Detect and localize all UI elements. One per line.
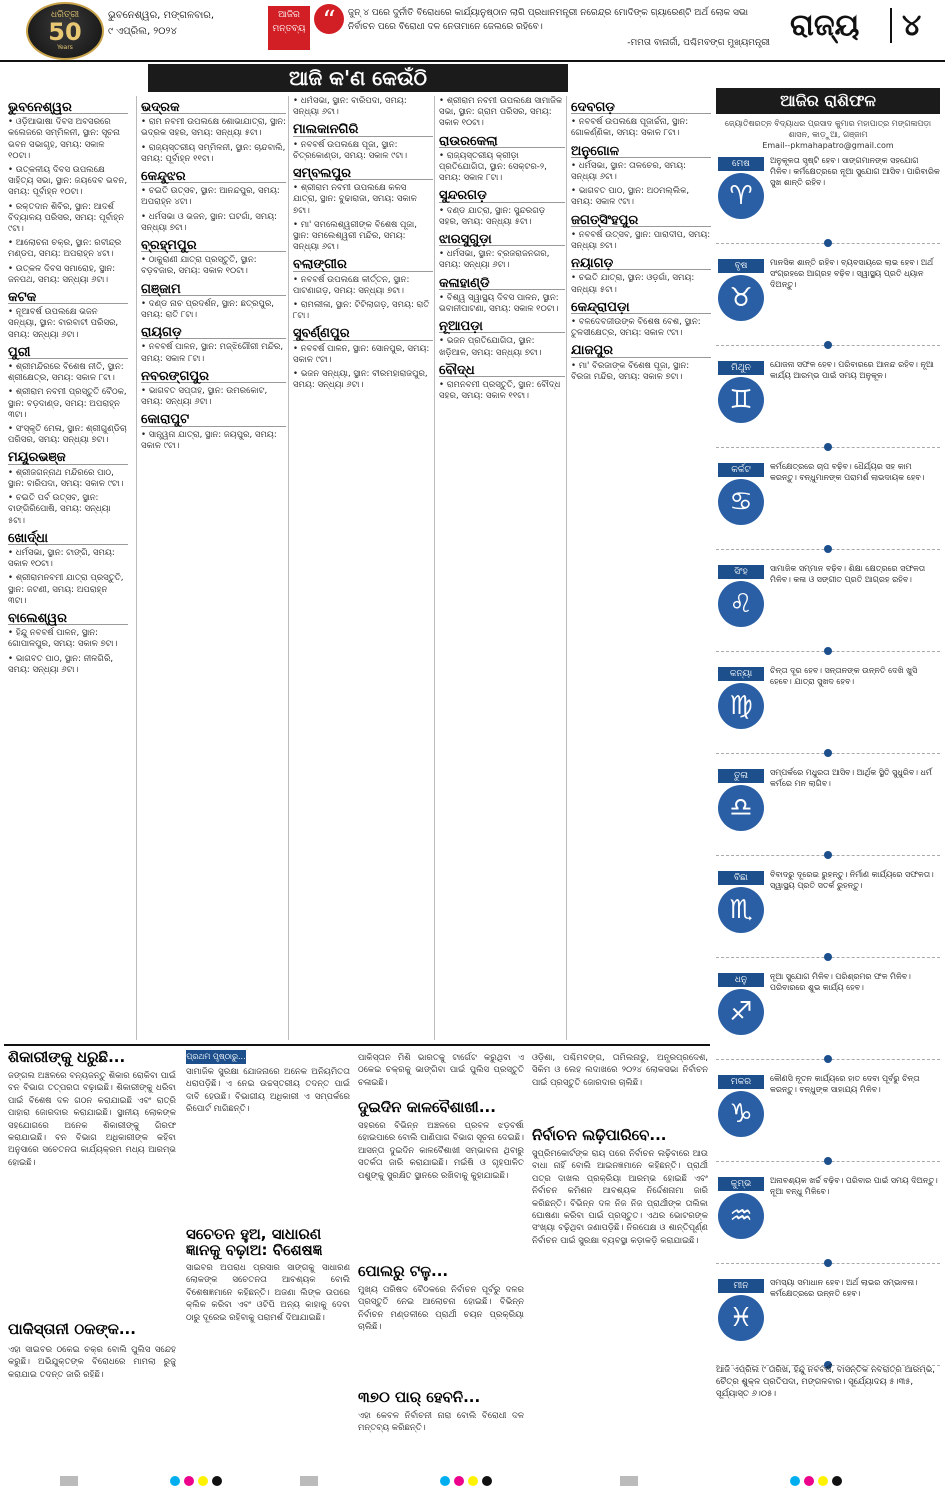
event-item: • ଧର୍ମସଭା ଓ ଭଜନ, ସ୍ଥାନ: ଘଟଗାଁ, ସମୟ: ସନ୍ଧ୍ୟା ୭ଟା। bbox=[141, 212, 286, 234]
event-item: • ଶ୍ରୀରାମ ନବମୀ ପ୍ରସ୍ତୁତି ବୈଠକ, ସ୍ଥାନ: ବଡ଼ଦାଣ୍ଡ, ସମୟ: ଅପରାହ୍ନ ୩ଟା। bbox=[8, 387, 128, 421]
zodiac-prediction: ସାମାଜିକ ସମ୍ମାନ ବଢ଼ିବ। ଶିକ୍ଷା କ୍ଷେତ୍ରରେ ସଫଳତା ମିଳିବ। କଳା ଓ ସଙ୍ଗୀତ ପ୍ରତି ଆଗ୍ରହ ରହିବ। bbox=[770, 564, 926, 584]
event-item: • ଶ୍ରୀମନ୍ଦିରରେ ବିଶେଷ ନୀତି, ସ୍ଥାନ: ଶ୍ରୀକ୍ଷେତ୍ର, ସମୟ: ସକାଳ ୮ଟା। bbox=[8, 362, 128, 384]
event-item: • ରାମନବମୀ ପ୍ରସ୍ତୁତି, ସ୍ଥାନ: ବୌଦ୍ଧ ସହର, ସମୟ: ସକାଳ ୧୧ଟା। bbox=[439, 380, 565, 402]
story-body: ସହରରେ ବିଭିନ୍ନ ଅଞ୍ଚଳରେ ପ୍ରବଳ ଝଡ଼ବର୍ଷା ହୋଇପାରେ ବୋଲି ପାଣିପାଗ ବିଭାଗ ସୂଚନା ଦେଇଛି। ଆସନ୍ତା ଦୁଇଦିନ କାଳବୈଶାଖୀ ସମ୍ଭାବନା ଥିବାରୁ ସତର୍କତା ଜାରି କରାଯାଇଛି। ମଇଁଷି ଓ ଗୃହପାଳିତ ପଶୁଙ୍କୁ ସୁରକ୍ଷିତ ସ୍ଥାନରେ ରଖିବାକୁ କୁହାଯାଇଛି। bbox=[358, 1121, 524, 1181]
logo-number: 50 bbox=[48, 18, 82, 46]
event-item: • ଓଡ଼ିଆଭାଷା ଦିବସ ଅବସରରେ କଲେଜରେ ସମ୍ମିଳନୀ, ସ୍ଥାନ: ସୂଚନା ଭବନ ସଭାଗୃହ, ସମୟ: ସକାଳ ୧୦ଟା। bbox=[8, 117, 128, 162]
event-item: • ଚଇତି ପର୍ବ ଉତ୍ସବ, ସ୍ଥାନ: ବାଙ୍ଗିରିପୋଷି, ସମୟ: ସନ୍ଧ୍ୟା ୫ଟା। bbox=[8, 493, 128, 527]
events-column-5 bbox=[566, 96, 711, 1040]
event-item: • ଠାକୁରାଣୀ ଯାତ୍ରା ପ୍ରସ୍ତୁତି, ସ୍ଥାନ: ବଡ଼ବଜାର, ସମୟ: ସକାଳ ୧୦ଟା। bbox=[141, 255, 286, 277]
zodiac-icon: ♍ bbox=[718, 683, 764, 729]
horoscope-byline bbox=[716, 118, 940, 151]
event-item: • ଦଣ୍ଡ ନାଚ ପ୍ରଦର୍ଶନ, ସ୍ଥାନ: ଛତ୍ରପୁର, ସମୟ: ରାତି ୮ଟା। bbox=[141, 299, 286, 321]
logo-sub: Years bbox=[57, 44, 73, 51]
event-item: • ନବବର୍ଷ ପାଳନ, ସ୍ଥାନ: ମଜ୍ଝିଗୌରୀ ମନ୍ଦିର, ସମୟ: ସକାଳ ୮ଟା। bbox=[141, 342, 286, 364]
astrologer-email: Email--pkmahapatro@gmail.com bbox=[762, 141, 894, 150]
district-heading: ରାୟଗଡ଼ bbox=[141, 327, 286, 339]
event-item: • ନବବର୍ଷ ଉପଲକ୍ଷେ ପୂଜା, ସ୍ଥାନ: ଚିତ୍ରକୋଣ୍ଡା, ସମୟ: ସକାଳ ୯ଟା। bbox=[293, 140, 433, 162]
story-body: ମୁଖ୍ୟ ପରିଷଦ ବୈଠକରେ ନିର୍ବାଚନ ପୂର୍ବରୁ ଦଳର ପ୍ରସ୍ତୁତି ନେଇ ଆଲୋଚନା ହୋଇଛି। ବିଭିନ୍ନ ନିର୍ବାଚନ ମଣ୍ଡଳୀରେ ପ୍ରାର୍ଥୀ ଚୟନ ପ୍ରକ୍ରିୟା ଚାଲିଛି। bbox=[358, 1285, 524, 1333]
zodiac-icon: ♌ bbox=[718, 581, 764, 627]
zodiac-entry bbox=[716, 665, 940, 763]
events-column-2 bbox=[136, 96, 286, 1040]
district-heading: କେନ୍ଦ୍ରାପଡ଼ା bbox=[571, 302, 711, 314]
zodiac-icon: ♑ bbox=[718, 1091, 764, 1137]
print-mark bbox=[468, 1476, 478, 1486]
event-item: • ବଳଦେବଜୀଉଙ୍କ ବିଶେଷ ବେଶ, ସ୍ଥାନ: ତୁଳସୀକ୍ଷେତ୍ର, ସମୟ: ସକାଳ ୯ଟା। bbox=[571, 317, 711, 339]
event-item: • ଉତ୍କଳ ଦିବସ ସମାରୋହ, ସ୍ଥାନ: ଜନପଥ, ସମୟ: ସନ୍ଧ୍ୟା ୬ଟା। bbox=[8, 264, 128, 286]
zodiac-icon: ♈ bbox=[718, 173, 764, 219]
district-heading: ନୟାଗଡ଼ bbox=[571, 258, 711, 270]
zodiac-icon: ♏ bbox=[718, 887, 764, 933]
event-item: • ଆଲୋଚନା ଚକ୍ର, ସ୍ଥାନ: ରବୀନ୍ଦ୍ର ମଣ୍ଡପ, ସମୟ: ଅପରାହ୍ନ ୪ଟା। bbox=[8, 238, 128, 260]
zodiac-entry bbox=[716, 1277, 940, 1375]
print-mark bbox=[818, 1476, 828, 1486]
zodiac-label: କନ୍ୟା bbox=[718, 667, 764, 681]
zodiac-label: କୁମ୍ଭ bbox=[718, 1177, 764, 1191]
print-mark bbox=[440, 1476, 450, 1486]
district-heading: ବ୍ରହ୍ମପୁର bbox=[141, 240, 286, 252]
divider-dot bbox=[824, 1055, 832, 1063]
zodiac-label: ବୃଷ bbox=[718, 259, 764, 273]
events-column-3 bbox=[288, 96, 433, 1040]
logo-word: ଧରିତ୍ରୀ bbox=[50, 10, 80, 20]
story-body: ଓଡ଼ିଶା, ପଶ୍ଚିମବଙ୍ଗ, ତାମିଲନାଡୁ, ଅନ୍ଧ୍ରପ୍ରଦେଶ, ସିକିମ ଓ ଲେହ ଲଦାଖରେ ୨୦୨୪ ଲୋକସଭା ନିର୍ବାଚନ ପାଇଁ ପ୍ରସ୍ତୁତି ଜୋରଦାର ଚାଲିଛି। bbox=[532, 1053, 708, 1088]
zodiac-prediction: ସମ୍ପର୍କରେ ମଧୁରତା ଆସିବ। ଆର୍ଥିକ ସ୍ଥିତି ସୁଧୁରିବ। ଧର୍ମ କର୍ମରେ ମନ ଲାଗିବ। bbox=[770, 768, 932, 788]
event-item: • ଦଣ୍ଡ ଯାତ୍ରା, ସ୍ଥାନ: ସୁନ୍ଦରଗଡ଼ ସହର, ସମୟ: ସନ୍ଧ୍ୟା ୫ଟା। bbox=[439, 206, 565, 228]
event-item: • ଧର୍ମସଭା, ସ୍ଥାନ: ତାଳଚେର, ସମୟ: ସନ୍ଧ୍ୟା ୬ଟା। bbox=[571, 161, 711, 183]
story-headline: ନିର୍ବାଚନ ଲଢ଼ିପାରିବେ... bbox=[532, 1126, 667, 1144]
story-headline: ପାକିସ୍ତାନୀ ଠକଙ୍କ... bbox=[8, 1320, 136, 1338]
astrologer-name: ଜ୍ୟୋତିଷରତ୍ନ ବିଦ୍ୟାଧର ପ୍ରସାଦ କୁମାର ମହାପାତ୍ର ମଙ୍ଗଳାପଡ଼ା ଶାସନ, କାଡ଼ୁଆ, ଗଞ୍ଜାମ bbox=[724, 119, 932, 139]
event-item: • ନୂଆବର୍ଷ ଉପଲକ୍ଷେ ଭଜନ ସନ୍ଧ୍ୟା, ସ୍ଥାନ: ବାରବାଟୀ ପରିସର, ସମୟ: ସନ୍ଧ୍ୟା ୬ଟା। bbox=[8, 307, 128, 341]
event-item: • ଭାଗବତ ପାଠ, ସ୍ଥାନ: ଅଠମଲ୍ଲିକ, ସମୟ: ସକାଳ ୯ଟା। bbox=[571, 186, 711, 208]
print-mark bbox=[454, 1476, 464, 1486]
quote-author: -ମମତା ବାନାର୍ଜୀ, ପଶ୍ଚିମବଙ୍ଗ ମୁଖ୍ୟମନ୍ତ୍ରୀ bbox=[627, 38, 770, 48]
zodiac-prediction: ମାନସିକ ଶାନ୍ତି ରହିବ। ବ୍ୟବସାୟରେ ଲାଭ ହେବ। ଅର୍ଥ ସଂଗ୍ରହରେ ଆଗ୍ରହ ବଢ଼ିବ। ସ୍ୱାସ୍ଥ୍ୟ ପ୍ରତି ଧ୍ୟାନ ଦିଅନ୍ତୁ। bbox=[770, 258, 934, 289]
story-body: ସାଇବର ଅପରାଧ ପ୍ରସାର ସାଙ୍ଗକୁ ସାଧାରଣ ଲୋକଙ୍କ ସଚେତନତା ଆବଶ୍ୟକ ବୋଲି ବିଶେଷଜ୍ଞମାନେ କହିଛନ୍ତି। ଅଜଣା ଲିଙ୍କ ଉପରେ କ୍ଲିକ କରିବା ଏବଂ ଓଟିପି ଅନ୍ୟ କାହାକୁ ଦେବା ଠାରୁ ଦୂରେଇ ରହିବାକୁ ପରାମର୍ଶ ଦିଆଯାଇଛି। bbox=[186, 1263, 350, 1323]
zodiac-entry bbox=[716, 1175, 940, 1273]
divider-dot bbox=[824, 443, 832, 451]
zodiac-icon: ♓ bbox=[718, 1295, 764, 1341]
divider-dot bbox=[824, 239, 832, 247]
event-item: • ମା' ବିରଜାଙ୍କ ବିଶେଷ ପୂଜା, ସ୍ଥାନ: ବିରଜା ମନ୍ଦିର, ସମୟ: ସକାଳ ୭ଟା। bbox=[571, 361, 711, 383]
district-heading: ବୌଦ୍ଧ bbox=[439, 365, 565, 377]
zodiac-entry bbox=[716, 257, 940, 355]
divider-dot bbox=[824, 1259, 832, 1267]
divider-dot bbox=[824, 1157, 832, 1165]
zodiac-label: ମିଥୁନ bbox=[718, 361, 764, 375]
zodiac-label: ମକର bbox=[718, 1075, 764, 1089]
print-mark bbox=[790, 1476, 800, 1486]
event-item: • ଚଇତି ଯାତ୍ରା, ସ୍ଥାନ: ଓଡ଼ଗାଁ, ସମୟ: ସନ୍ଧ୍ୟା ୫ଟା। bbox=[571, 273, 711, 295]
zodiac-entry bbox=[716, 461, 940, 559]
events-column-4 bbox=[434, 96, 565, 1040]
zodiac-entry bbox=[716, 1073, 940, 1171]
zodiac-prediction: କର୍ମକ୍ଷେତ୍ରରେ ଚାପ ବଢ଼ିବ। ଧୈର୍ଯ୍ୟର ସହ କାମ କରନ୍ତୁ। ବନ୍ଧୁମାନଙ୍କ ପରାମର୍ଶ ଲାଭଦାୟକ ହେବ। bbox=[770, 462, 925, 482]
zodiac-entry bbox=[716, 767, 940, 865]
event-item: • ଧର୍ମସଭା, ସ୍ଥାନ: ବ୍ରଜରାଜନଗର, ସମୟ: ସନ୍ଧ୍ୟା ୬ଟା। bbox=[439, 249, 565, 271]
zodiac-icon: ♉ bbox=[718, 275, 764, 321]
event-item: • ରାଜ୍ୟସ୍ତରୀୟ କ୍ରୀଡ଼ା ପ୍ରତିଯୋଗିତା, ସ୍ଥାନ: ସେକ୍ଟର-୨, ସମୟ: ସକାଳ ୮ଟା। bbox=[439, 151, 565, 185]
section-divider bbox=[4, 1044, 710, 1046]
district-heading: ସୁନ୍ଦରଗଡ଼ bbox=[439, 190, 565, 202]
district-heading: କଳାହାଣ୍ଡି bbox=[439, 278, 565, 290]
quote-text: ଜୁନ୍ ୪ ପରେ ଦୁର୍ନୀତି ବିରୋଧରେ କାର୍ଯ୍ୟାନୁଷ୍ଠାନ ଲାଗି ପ୍ରଧାନମନ୍ତ୍ରୀ ନରେନ୍ଦ୍ର ମୋଦିଙ୍କ ଗ୍ୟାରେଣ୍ଟି ଅର୍ଥ ଲୋକ ସଭା ନିର୍ବାଚନ ପରେ ବିରୋଧୀ ଦଳ ନେତାମାନେ ଜେଲରେ ରହିବେ। bbox=[348, 8, 748, 32]
event-item: • ବିଶ୍ୱ ସ୍ୱାସ୍ଥ୍ୟ ଦିବସ ପାଳନ, ସ୍ଥାନ: ଭବାନୀପାଟଣା, ସମୟ: ସକାଳ ୧୦ଟା। bbox=[439, 293, 565, 315]
district-heading: କଟକ bbox=[8, 292, 128, 304]
zodiac-prediction: ଯୋଜନା ସଫଳ ହେବ। ପରିବାରରେ ଆନନ୍ଦ ରହିବ। ନୂଆ କାର୍ଯ୍ୟ ଆରମ୍ଭ ପାଇଁ ସମୟ ଅନୁକୂଳ। bbox=[770, 360, 934, 380]
district-heading: ସମ୍ବଲପୁର bbox=[293, 168, 433, 180]
page-number: ୪ bbox=[890, 8, 945, 43]
story-body: ଏହା କେବଳ ନିର୍ବାଚନୀ ନାରା ବୋଲି ବିରୋଧୀ ଦଳ ମନ୍ତବ୍ୟ କରିଛନ୍ତି। bbox=[358, 1411, 524, 1434]
district-heading: ଅନୁଗୋଳ bbox=[571, 146, 711, 158]
event-item: • ସଂସ୍କୃତି ମେଳା, ସ୍ଥାନ: ଶ୍ରୀଗୁଣ୍ଡିଚା ପରିସର, ସମୟ: ସନ୍ଧ୍ୟା ୭ଟା। bbox=[8, 424, 128, 446]
print-mark bbox=[170, 1476, 180, 1486]
story-headline: ଶିକାରୀଙ୍କୁ ଧରୁଛି... bbox=[8, 1048, 126, 1066]
district-heading: ସୁବର୍ଣ୍ଣପୁର bbox=[293, 328, 433, 340]
event-item: • ଭାଗବତ ସପ୍ତାହ, ସ୍ଥାନ: ଉମରକୋଟ, ସମୟ: ସନ୍ଧ୍ୟା ୬ଟା। bbox=[141, 386, 286, 408]
event-item: • ଧର୍ମସଭା, ସ୍ଥାନ: ଟାଙ୍ଗି, ସମୟ: ସକାଳ ୧୦ଟା। bbox=[8, 548, 128, 570]
zodiac-icon: ♒ bbox=[718, 1193, 764, 1239]
district-heading: ରାଉରକେଲା bbox=[439, 136, 565, 148]
dateline-place: ଭୁବନେଶ୍ୱର, ମଙ୍ଗଳବାର, bbox=[108, 10, 215, 21]
district-heading: ଗଞ୍ଜାମ bbox=[141, 284, 286, 296]
event-item: • ରାଜ୍ୟସ୍ତରୀୟ ସମ୍ମିଳନୀ, ସ୍ଥାନ: ଚାନ୍ଦବାଲି, ସମୟ: ପୂର୍ବାହ୍ନ ୧୧ଟା। bbox=[141, 143, 286, 165]
zodiac-prediction: ଅନୁକୂଳତା ସୃଷ୍ଟି ହେବ। ସାଙ୍ଗମାନଙ୍କ ସହଯୋଗ ମିଳିବ। କର୍ମକ୍ଷେତ୍ରରେ ନୂଆ ସୁଯୋଗ ଆସିବ। ପାରିବାରିକ ସୁଖ ଶାନ୍ତି ରହିବ। bbox=[770, 156, 940, 187]
print-mark bbox=[198, 1476, 208, 1486]
quote-mark-icon: “ bbox=[314, 4, 344, 34]
story-body: ସାମାଜିକ ସୁରକ୍ଷା ଯୋଜନାରେ ଅନେକ ଅନିୟମିତତା ଧରାପଡ଼ିଛି। ଏ ନେଇ ଉଚ୍ଚସ୍ତରୀୟ ତଦନ୍ତ ପାଇଁ ଦାବି ହେଉଛି। ବିଭାଗୀୟ ଅଧିକାରୀ ଏ ସମ୍ପର୍କରେ ରିପୋର୍ଟ ମାଗିଛନ୍ତି। bbox=[186, 1067, 350, 1115]
zodiac-entry bbox=[716, 869, 940, 967]
district-heading: କେନ୍ଦୁଝର bbox=[141, 171, 286, 183]
event-item: • ମା' ସମଲେଶ୍ୱରୀଙ୍କ ବିଶେଷ ପୂଜା, ସ୍ଥାନ: ସମଲେଶ୍ୱରୀ ମନ୍ଦିର, ସମୟ: ସନ୍ଧ୍ୟା ୬ଟା। bbox=[293, 220, 433, 254]
print-mark bbox=[804, 1476, 814, 1486]
zodiac-prediction: କୌଣସି ନୂତନ କାର୍ଯ୍ୟରେ ହାତ ଦେବା ପୂର୍ବରୁ ଚିନ୍ତା କରନ୍ତୁ। ବନ୍ଧୁଙ୍କ ସାହାଯ୍ୟ ମିଳିବ। bbox=[770, 1074, 920, 1094]
divider-dot bbox=[824, 953, 832, 961]
print-mark bbox=[300, 1476, 318, 1486]
zodiac-label: ମୀନ bbox=[718, 1279, 764, 1293]
zodiac-prediction: ଚିନ୍ତା ଦୂର ହେବ। ସନ୍ତାନଙ୍କ ଉନ୍ନତି ଦେଖି ଖୁସି ହେବେ। ଯାତ୍ରା ସୁଖଦ ହେବ। bbox=[770, 666, 918, 686]
horoscope-panel bbox=[716, 88, 940, 1458]
zodiac-label: କର୍କଟ bbox=[718, 463, 764, 477]
print-mark bbox=[482, 1476, 492, 1486]
events-column-1 bbox=[8, 96, 128, 1040]
district-heading: ଦେବଗଡ଼ bbox=[571, 102, 711, 114]
zodiac-prediction: ଅନାବଶ୍ୟକ ଖର୍ଚ୍ଚ ବଢ଼ିବ। ପରିବାର ପାଇଁ ସମୟ ଦିଅନ୍ତୁ। ନୂଆ ବନ୍ଧୁ ମିଳିବେ। bbox=[770, 1176, 938, 1196]
zodiac-label: ମେଷ bbox=[718, 157, 764, 171]
continued-tag: ପ୍ରଥମ ପୃଷ୍ଠାରୁ... bbox=[186, 1050, 246, 1064]
divider-dot bbox=[824, 341, 832, 349]
event-item: • ଶ୍ରୀଜଗନ୍ନାଥ ମନ୍ଦିରରେ ପାଠ, ସ୍ଥାନ: ବାରିପଦା, ସମୟ: ସକାଳ ୯ଟା। bbox=[8, 468, 128, 490]
event-item: • ଭାଗବତ ପାଠ, ସ୍ଥାନ: ନୀଳଗିରି, ସମୟ: ସନ୍ଧ୍ୟା ୬ଟା। bbox=[8, 654, 128, 676]
divider-dot bbox=[824, 749, 832, 757]
event-item: • ନବବର୍ଷ ଉତ୍ସବ, ସ୍ଥାନ: ପାରାଦୀପ, ସମୟ: ସନ୍ଧ୍ୟା ୭ଟା। bbox=[571, 230, 711, 252]
event-item: • ଧର୍ମସଭା, ସ୍ଥାନ: ବାରିପଦା, ସମୟ: ସନ୍ଧ୍ୟା ୬ଟା। bbox=[293, 96, 433, 118]
divider-dot bbox=[824, 647, 832, 655]
zodiac-icon: ♋ bbox=[718, 479, 764, 525]
event-item: • ରକ୍ତଦାନ ଶିବିର, ସ୍ଥାନ: ଆଦର୍ଶ ବିଦ୍ୟାଳୟ ପରିସର, ସମୟ: ପୂର୍ବାହ୍ନ ୯ଟା। bbox=[8, 202, 128, 236]
zodiac-icon: ♎ bbox=[718, 785, 764, 831]
print-mark bbox=[212, 1476, 222, 1486]
district-heading: ଯାଜପୁର bbox=[571, 345, 711, 357]
zodiac-icon: ♐ bbox=[718, 989, 764, 1035]
story-headline: ପୋଲରୁ ଟଳୁ... bbox=[358, 1262, 449, 1280]
event-item: • ଭଜନ ପ୍ରତିଯୋଗିତା, ସ୍ଥାନ: ଖଡ଼ିଆଳ, ସମୟ: ସନ୍ଧ୍ୟା ୭ଟା। bbox=[439, 336, 565, 358]
dateline bbox=[108, 8, 258, 40]
district-heading: ନବରଙ୍ଗପୁର bbox=[141, 371, 286, 383]
story-headline: ୩୭୦ ପାର୍ ହେବନି... bbox=[358, 1388, 481, 1406]
zodiac-list bbox=[716, 155, 940, 1375]
event-item: • ନବବର୍ଷ ଉପଲକ୍ଷେ କୀର୍ତ୍ତନ, ସ୍ଥାନ: ପାଟଣାଗଡ଼, ସମୟ: ସନ୍ଧ୍ୟା ୭ଟା। bbox=[293, 275, 433, 297]
district-heading: ଭଦ୍ରକ bbox=[141, 102, 286, 114]
zodiac-entry bbox=[716, 359, 940, 457]
district-heading: ବାଲେଶ୍ୱର bbox=[8, 613, 128, 625]
district-heading: ଝାରସୁଗୁଡ଼ା bbox=[439, 234, 565, 246]
story-body: ଜଙ୍ଗଲ ଅଞ୍ଚଳରେ ବନ୍ୟଜନ୍ତୁ ଶିକାର ରୋକିବା ପାଇଁ ବନ ବିଭାଗ ତତ୍ପରତା ବଢ଼ାଇଛି। ଶିକାରୀଙ୍କୁ ଧରିବା ପାଇଁ ବିଶେଷ ଦଳ ଗଠନ କରାଯାଇଛି ଏବଂ ରାତ୍ରି ପାହାରା ଜୋରଦାର କରାଯାଇଛି। ସ୍ଥାନୀୟ ଲୋକଙ୍କ ସହଯୋଗରେ ଅନେକ ଶିକାରୀଙ୍କୁ ଗିରଫ କରାଯାଇଛି। ବନ ବିଭାଗ ଅଧିକାରୀଙ୍କ କହିବା ଅନୁସାରେ ସଚେତନତା କାର୍ଯ୍ୟକ୍ରମ ମଧ୍ୟ ଆରମ୍ଭ ହୋଇଛି। bbox=[8, 1071, 176, 1168]
event-item: • ରାମଲୀଳା, ସ୍ଥାନ: ଟିଟିଲାଗଡ଼, ସମୟ: ରାତି ୮ଟା। bbox=[293, 300, 433, 322]
district-heading: ଜଗତ୍‌ସିଂହପୁର bbox=[571, 215, 711, 227]
zodiac-icon: ♊ bbox=[718, 377, 764, 423]
dateline-date: ୯ ଏପ୍ରିଲ, ୨୦୨୪ bbox=[108, 26, 177, 37]
zodiac-prediction: ବିବାଦରୁ ଦୂରେଇ ରୁହନ୍ତୁ। ନିର୍ମାଣ କାର୍ଯ୍ୟରେ ସଫଳତା। ସ୍ୱାସ୍ଥ୍ୟ ପ୍ରତି ସତର୍କ ରୁହନ୍ତୁ। bbox=[770, 870, 934, 890]
event-item: • ଶ୍ରୀରାମ ନବମୀ ଉପଲକ୍ଷେ ସାମାଜିକ ସଭା, ସ୍ଥାନ: ଗ୍ରାମ ପରିସର, ସମୟ: ସକାଳ ୧୦ଟା। bbox=[439, 96, 565, 130]
horoscope-title: ଆଜିର ରାଶିଫଳ bbox=[716, 88, 940, 114]
zodiac-prediction: ସମସ୍ୟା ସମାଧାନ ହେବ। ଅର୍ଥ ଲାଭର ସମ୍ଭାବନା। କର୍ମକ୍ଷେତ୍ରରେ ଉନ୍ନତି ହେବ। bbox=[770, 1278, 918, 1298]
zodiac-entry bbox=[716, 971, 940, 1069]
event-item: • ନବବର୍ଷ ପାଳନ, ସ୍ଥାନ: ସୋନପୁର, ସମୟ: ସକାଳ ୯ଟା। bbox=[293, 344, 433, 366]
story-headline: ସଚେତନ ହୁଅ, ସାଧାରଣ ଜ୍ଞାନକୁ ବଢ଼ାଅ: ବିଶେଷଜ୍ଞ bbox=[186, 1225, 323, 1259]
divider-dot bbox=[824, 545, 832, 553]
divider-dot bbox=[824, 851, 832, 859]
event-item: • ସାନ୍ତ୍ୱନା ଯାତ୍ରା, ସ୍ଥାନ: ଜୟପୁର, ସମୟ: ସକାଳ ୯ଟା। bbox=[141, 430, 286, 452]
district-heading: ନୂଆପଡ଼ା bbox=[439, 321, 565, 333]
section-title: ରାଜ୍ୟ bbox=[790, 8, 860, 43]
quote-tag: ଆଜିର ମନ୍ତବ୍ୟ bbox=[268, 6, 310, 50]
event-item: • ରାମ ନବମୀ ଉପଲକ୍ଷେ ଶୋଭାଯାତ୍ରା, ସ୍ଥାନ: ଭଦ୍ରକ ସହର, ସମୟ: ସନ୍ଧ୍ୟା ୫ଟା। bbox=[141, 117, 286, 139]
story-body: ସୁପ୍ରିମକୋର୍ଟଙ୍କ ରାୟ ପରେ ନିର୍ବାଚନ ଲଢ଼ିବାରେ ଆଉ ବାଧା ନାହିଁ ବୋଲି ଆଇନଜ୍ଞମାନେ କହିଛନ୍ତି। ପ୍ରାର୍ଥୀ ପତ୍ର ଦାଖଲ ପ୍ରକ୍ରିୟା ଆରମ୍ଭ ହୋଇଛି ଏବଂ ନିର୍ବାଚନ କମିଶନ ଆବଶ୍ୟକ ନିର୍ଦ୍ଦେଶନାମା ଜାରି କରିଛନ୍ତି। ବିଭିନ୍ନ ଦଳ ନିଜ ନିଜ ପ୍ରାର୍ଥୀଙ୍କ ତାଲିକା ଘୋଷଣା କରିବା ପାଇଁ ପ୍ରସ୍ତୁତ। ଏଥର ଭୋଟରଙ୍କ ସଂଖ୍ୟା ବଢ଼ିଥିବା ଜଣାପଡ଼ିଛି। ନିରପେକ୍ଷ ଓ ଶାନ୍ତିପୂର୍ଣ୍ଣ ନିର୍ବାଚନ ପାଇଁ ସୁରକ୍ଷା ବ୍ୟବସ୍ଥା କଡ଼ାକଡ଼ି କରାଯାଇଛି। bbox=[532, 1149, 708, 1246]
district-heading: ମାଲକାନଗିରି bbox=[293, 124, 433, 136]
newspaper-logo bbox=[26, 2, 104, 60]
event-item: • ଶ୍ରୀରାମନବମୀ ଯାତ୍ରା ପ୍ରସ୍ତୁତି, ସ୍ଥାନ: ଜଟଣୀ, ସମୟ: ଅପରାହ୍ନ ୩ଟା। bbox=[8, 573, 128, 607]
print-mark bbox=[620, 1476, 638, 1486]
story-body: ପାକିସ୍ତାନ ମିଶି ଭାରତକୁ ଟାର୍ଗେଟ କରୁଥିବା ଏ ଠକେଇ ଚକ୍ରକୁ ଭାଙ୍ଗିବା ପାଇଁ ପୁଲିସ ପ୍ରସ୍ତୁତି ଚଳାଇଛି। bbox=[358, 1053, 524, 1088]
zodiac-entry bbox=[716, 563, 940, 661]
print-mark bbox=[184, 1476, 194, 1486]
district-heading: ବଲାଙ୍ଗୀର bbox=[293, 259, 433, 271]
print-mark bbox=[60, 1476, 78, 1486]
event-item: • ଉତ୍କଳୀୟ ଦିବସ ଉପଲକ୍ଷେ ସାହିତ୍ୟ ସଭା, ସ୍ଥାନ: ଜୟଦେବ ଭବନ, ସମୟ: ପୂର୍ବାହ୍ନ ୧୦ଟା। bbox=[8, 165, 128, 199]
district-heading: ଭୁବନେଶ୍ୱର bbox=[8, 102, 128, 114]
event-item: • ନବବର୍ଷ ଉପଲକ୍ଷେ ପୂଜାର୍ଚ୍ଚନା, ସ୍ଥାନ: ଗୋକର୍ଣ୍ଣିକା, ସମୟ: ସକାଳ ୮ଟା। bbox=[571, 117, 711, 139]
zodiac-label: ସିଂହ bbox=[718, 565, 764, 579]
district-heading: ଖୋର୍ଦ୍ଧା bbox=[8, 533, 128, 545]
panjika-text: ଆଜି ଏପ୍ରିଲ ୯ ତାରିଖ, ହିନ୍ଦୁ ନବବର୍ଷ, ବାସନ୍ତିକ ନବରାତ୍ର ଆରମ୍ଭ, ଚୈତ୍ର ଶୁକ୍ଳ ପ୍ରତିପଦା, ମଙ୍ଗଳବାର। ସୂର୍ଯ୍ୟୋଦୟ ୫।୩୫, ସୂର୍ଯ୍ୟାସ୍ତ ୬।୦୫। bbox=[716, 1365, 935, 1399]
events-banner: ଆଜି କ'ଣ କେଉଁଠି bbox=[148, 64, 568, 92]
event-item: • ଶ୍ରୀରାମ ନବମୀ ଉପଲକ୍ଷେ କଳସ ଯାତ୍ରା, ସ୍ଥାନ: ବୁଢାରାଜା, ସମୟ: ସକାଳ ୭ଟା। bbox=[293, 183, 433, 217]
zodiac-entry bbox=[716, 155, 940, 253]
zodiac-prediction: ନୂଆ ସୁଯୋଗ ମିଳିବ। ପରିଶ୍ରମର ଫଳ ମିଳିବ। ପରିବାରରେ ଶୁଭ କାର୍ଯ୍ୟ ହେବ। bbox=[770, 972, 911, 992]
district-heading: କୋରାପୁଟ bbox=[141, 414, 286, 426]
story-body: ଏହା ସାଇବର ଠକେଇ ଚକ୍ର ବୋଲି ପୁଲିସ ସନ୍ଦେହ କରୁଛି। ଅଭିଯୁକ୍ତଙ୍କ ବିରୋଧରେ ମାମଲା ରୁଜୁ କରାଯାଇ ତଦନ୍ତ ଜାରି ରହିଛି। bbox=[8, 1345, 176, 1380]
print-mark bbox=[832, 1476, 842, 1486]
district-heading: ପୁରୀ bbox=[8, 347, 128, 359]
zodiac-label: ତୁଳା bbox=[718, 769, 764, 783]
zodiac-label: ବିଛା bbox=[718, 871, 764, 885]
event-item: • ଭଜନ ସନ୍ଧ୍ୟା, ସ୍ଥାନ: ବୀରମହାରାଜପୁର, ସମୟ: ସନ୍ଧ୍ୟା ୬ଟା। bbox=[293, 369, 433, 391]
district-heading: ମୟୂରଭଞ୍ଜ bbox=[8, 452, 128, 464]
event-item: • ହିନ୍ଦୁ ନବବର୍ଷ ପାଳନ, ସ୍ଥାନ: ଗୋପାଳପୁର, ସମୟ: ସକାଳ ୭ଟା। bbox=[8, 628, 128, 650]
story-headline: ଦୁଇଦିନ କାଳବୈଶାଖୀ... bbox=[358, 1098, 496, 1116]
event-item: • ଚଇତି ଉତ୍ସବ, ସ୍ଥାନ: ଆନନ୍ଦପୁର, ସମୟ: ଅପରାହ୍ନ ୪ଟା। bbox=[141, 186, 286, 208]
zodiac-label: ଧନୁ bbox=[718, 973, 764, 987]
